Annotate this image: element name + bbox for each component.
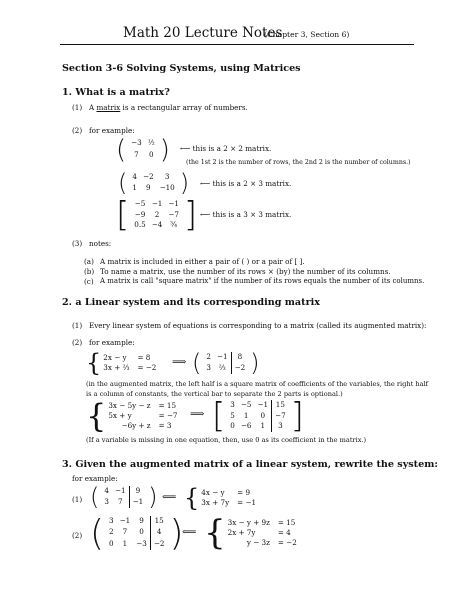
system-3	[184, 485, 256, 511]
equation-rhs: = −7	[158, 411, 178, 421]
equation-lhs: 3x + 7y	[201, 498, 230, 507]
equation-lhs: y − 3z	[246, 537, 270, 547]
left-brace: {	[86, 397, 107, 435]
matrix-cell: 0	[260, 410, 266, 420]
matrix-cell: 9	[145, 183, 151, 192]
matrix-cell: 9	[139, 516, 144, 525]
matrix-cell: 0	[109, 538, 114, 548]
equation-lhs: 3x − 5y − z	[108, 401, 151, 411]
matrix-cell: −1	[114, 486, 126, 495]
q1-item2-text: for example:	[89, 126, 135, 135]
matrix-cell: −1	[168, 199, 179, 208]
left-paren: (	[118, 169, 128, 197]
left-bracket: [	[212, 396, 226, 436]
matrix-cell: −5	[240, 400, 252, 409]
matrix-cell: −1	[216, 352, 228, 361]
matrix-cell: 5	[230, 410, 235, 420]
equation-lhs: 3x − y + 9z	[227, 518, 270, 528]
matrix-cell: 3	[230, 400, 235, 409]
matrix-3x3	[116, 195, 198, 235]
equation-lhs: 3x + ⅔	[103, 363, 130, 372]
matrix-cell: −7	[271, 411, 289, 422]
matrix-cell: −6	[240, 421, 252, 431]
augmented-matrix-1	[192, 349, 260, 377]
matrix-cell: 7	[134, 150, 139, 159]
matrix-cell: −2	[142, 172, 154, 181]
matrix-cell: 15	[150, 516, 168, 527]
matrix-cell: −3	[131, 138, 142, 147]
matrix-cell: −7	[168, 209, 179, 219]
ex2-note: ⟵ this is a 2 × 3 matrix.	[200, 179, 292, 188]
left-paren: (	[90, 512, 105, 554]
q2-note2: (If a variable is missing in one equation, then, use 0 as its coefficient in the matrix.)	[86, 436, 367, 444]
q3-intro: for example:	[72, 474, 118, 483]
matrix-2x3	[118, 169, 190, 197]
equation-lhs: 5x + y	[108, 411, 132, 421]
right-bracket: ]	[290, 396, 304, 436]
equation-rhs: = 3	[158, 420, 172, 430]
right-bracket: ]	[183, 195, 198, 235]
matrix-cell: 2	[206, 352, 211, 361]
matrix-2x2	[116, 135, 170, 165]
matrix-cell: 4	[104, 486, 109, 495]
page-subtitle: (Chapter 3, Section 6)	[264, 30, 350, 39]
matrix-cell: 7	[117, 497, 123, 506]
matrix-cell: 2	[109, 527, 114, 537]
matrix-cell: 7	[122, 527, 128, 537]
note-c-text: A matrix is call "square matrix" if the number of its rows equals the number of its columns.	[100, 277, 425, 285]
q1-item1-num: (1)	[72, 103, 83, 112]
ex1-sub: (the 1st 2 is the number of rows, the 2nd 2 is the number of columns.)	[186, 159, 411, 166]
note-b-tag: (b)	[84, 267, 95, 276]
left-paren: (	[90, 483, 100, 511]
q1-heading: 1. What is a matrix?	[62, 87, 170, 98]
q1-item3-num: (3)	[72, 239, 83, 248]
q1-item1-term: matrix	[96, 103, 121, 112]
matrix-cell: ⅔	[218, 363, 226, 372]
q1-item1	[89, 104, 248, 111]
equation-lhs: −6y + z	[121, 420, 151, 430]
equation-rhs: = −2	[277, 537, 297, 547]
matrix-cell: −1	[151, 199, 163, 208]
note-b-text: To name a matrix, use the number of its rows × (by) the number of its columns.	[100, 267, 391, 276]
matrix-cell: 4	[132, 172, 137, 181]
q1-item2-num: (2)	[72, 126, 83, 135]
matrix-cell: −1	[257, 400, 269, 409]
q2-item2-text: for example:	[89, 338, 135, 347]
ex1-note: ⟵ this is a 2 × 2 matrix.	[180, 144, 272, 153]
left-brace: {	[204, 513, 226, 553]
q2-item1-text: Every linear system of equations is corresponding to a matrix (called its augmented matrix):	[89, 321, 427, 330]
matrix-cell: 2	[154, 209, 160, 219]
matrix-cell: 15	[271, 400, 289, 411]
q3-ex1-num: (1)	[72, 495, 83, 504]
implies-arrow: ⟹	[172, 357, 187, 368]
note-a-tag: (a)	[84, 257, 94, 266]
equation-lhs: 2x + 7y	[227, 528, 256, 538]
matrix-cell: −10	[159, 183, 175, 192]
equation-rhs: = −2	[137, 363, 157, 372]
header-rule	[60, 44, 414, 45]
right-paren: )	[250, 349, 260, 377]
matrix-cell: 0	[139, 527, 144, 537]
matrix-cell: 8	[231, 352, 249, 363]
matrix-cell: 3	[164, 172, 170, 181]
augmented-matrix-2	[212, 396, 304, 436]
matrix-cell: ¾	[170, 220, 178, 230]
matrix-cell: −3	[136, 538, 147, 548]
right-paren: )	[179, 169, 190, 197]
matrix-cell: 1	[243, 410, 249, 420]
note-a-text: A matrix is included in either a pair of ( ) or a pair of [ ].	[100, 257, 305, 266]
augmented-matrix-4	[90, 512, 184, 554]
equation-rhs: = 8	[137, 353, 151, 363]
matrix-cell: 0	[230, 421, 235, 431]
matrix-cell: 1	[122, 538, 128, 548]
left-brace: {	[184, 484, 200, 512]
equation-rhs: = 9	[237, 488, 251, 498]
q2-note-line1: (in the augmented matrix, the left half is a square matrix of coefficients of the variables, the right half	[86, 380, 429, 388]
system-4	[204, 515, 297, 551]
q2-item2-num: (2)	[72, 338, 83, 347]
q3-heading: 3. Given the augmented matrix of a linear system, rewrite the system:	[62, 459, 438, 470]
matrix-cell: 3	[206, 363, 211, 372]
left-paren: (	[116, 135, 127, 165]
page-title: Math 20 Lecture Notes	[123, 25, 283, 41]
right-paren: )	[169, 512, 184, 554]
left-brace: {	[86, 349, 102, 377]
system-2	[86, 399, 178, 433]
q1-item1-post: is a rectangular array of numbers.	[120, 103, 248, 112]
q1-item3-text: notes:	[89, 239, 112, 248]
matrix-cell: −5	[134, 199, 146, 208]
matrix-cell: 0.5	[134, 220, 146, 230]
q2-item1-num: (1)	[72, 321, 83, 330]
left-bracket: [	[116, 195, 130, 235]
matrix-cell: 1	[260, 421, 266, 431]
matrix-cell: −2	[231, 363, 249, 374]
q1-item1-pre: A	[89, 103, 97, 112]
implied-by-arrow: ⟸	[182, 527, 197, 538]
matrix-cell: 0	[148, 150, 154, 159]
matrix-cell: ½	[147, 138, 155, 147]
implied-by-arrow: ⟸	[162, 492, 177, 503]
note-c-tag: (c)	[84, 277, 94, 286]
equation-rhs: = 15	[158, 401, 177, 411]
matrix-cell: −4	[151, 220, 163, 230]
matrix-cell: −9	[134, 209, 146, 219]
q3-ex2-num: (2)	[72, 531, 83, 540]
augmented-matrix-3	[90, 483, 158, 511]
right-paren: )	[159, 135, 170, 165]
matrix-cell: 4	[150, 527, 168, 538]
matrix-cell: −1	[129, 497, 147, 508]
left-paren: (	[192, 349, 202, 377]
equation-lhs: 2x − y	[103, 353, 127, 363]
ex3-note: ⟵ this is a 3 × 3 matrix.	[200, 210, 292, 219]
matrix-cell: 3	[104, 497, 109, 506]
matrix-cell: 3	[271, 421, 289, 432]
matrix-cell: 3	[109, 516, 114, 525]
q2-heading: 2. a Linear system and its corresponding matrix	[62, 297, 320, 308]
equation-lhs: 4x − y	[201, 488, 225, 498]
equation-rhs: = 15	[277, 518, 296, 528]
matrix-cell: 9	[129, 486, 147, 497]
equation-rhs: = −1	[237, 498, 257, 507]
implies-arrow: ⟹	[190, 409, 205, 420]
matrix-cell: 1	[132, 183, 137, 192]
section-heading: Section 3-6 Solving Systems, using Matrices	[62, 63, 301, 74]
q2-note-line2: is a column of constants, the vertical bar to separate the 2 parts is optional.)	[86, 390, 343, 398]
matrix-cell: −1	[119, 516, 131, 525]
equation-rhs: = 4	[277, 528, 291, 538]
right-paren: )	[148, 483, 158, 511]
matrix-cell: −2	[150, 539, 168, 550]
system-1	[86, 350, 156, 376]
